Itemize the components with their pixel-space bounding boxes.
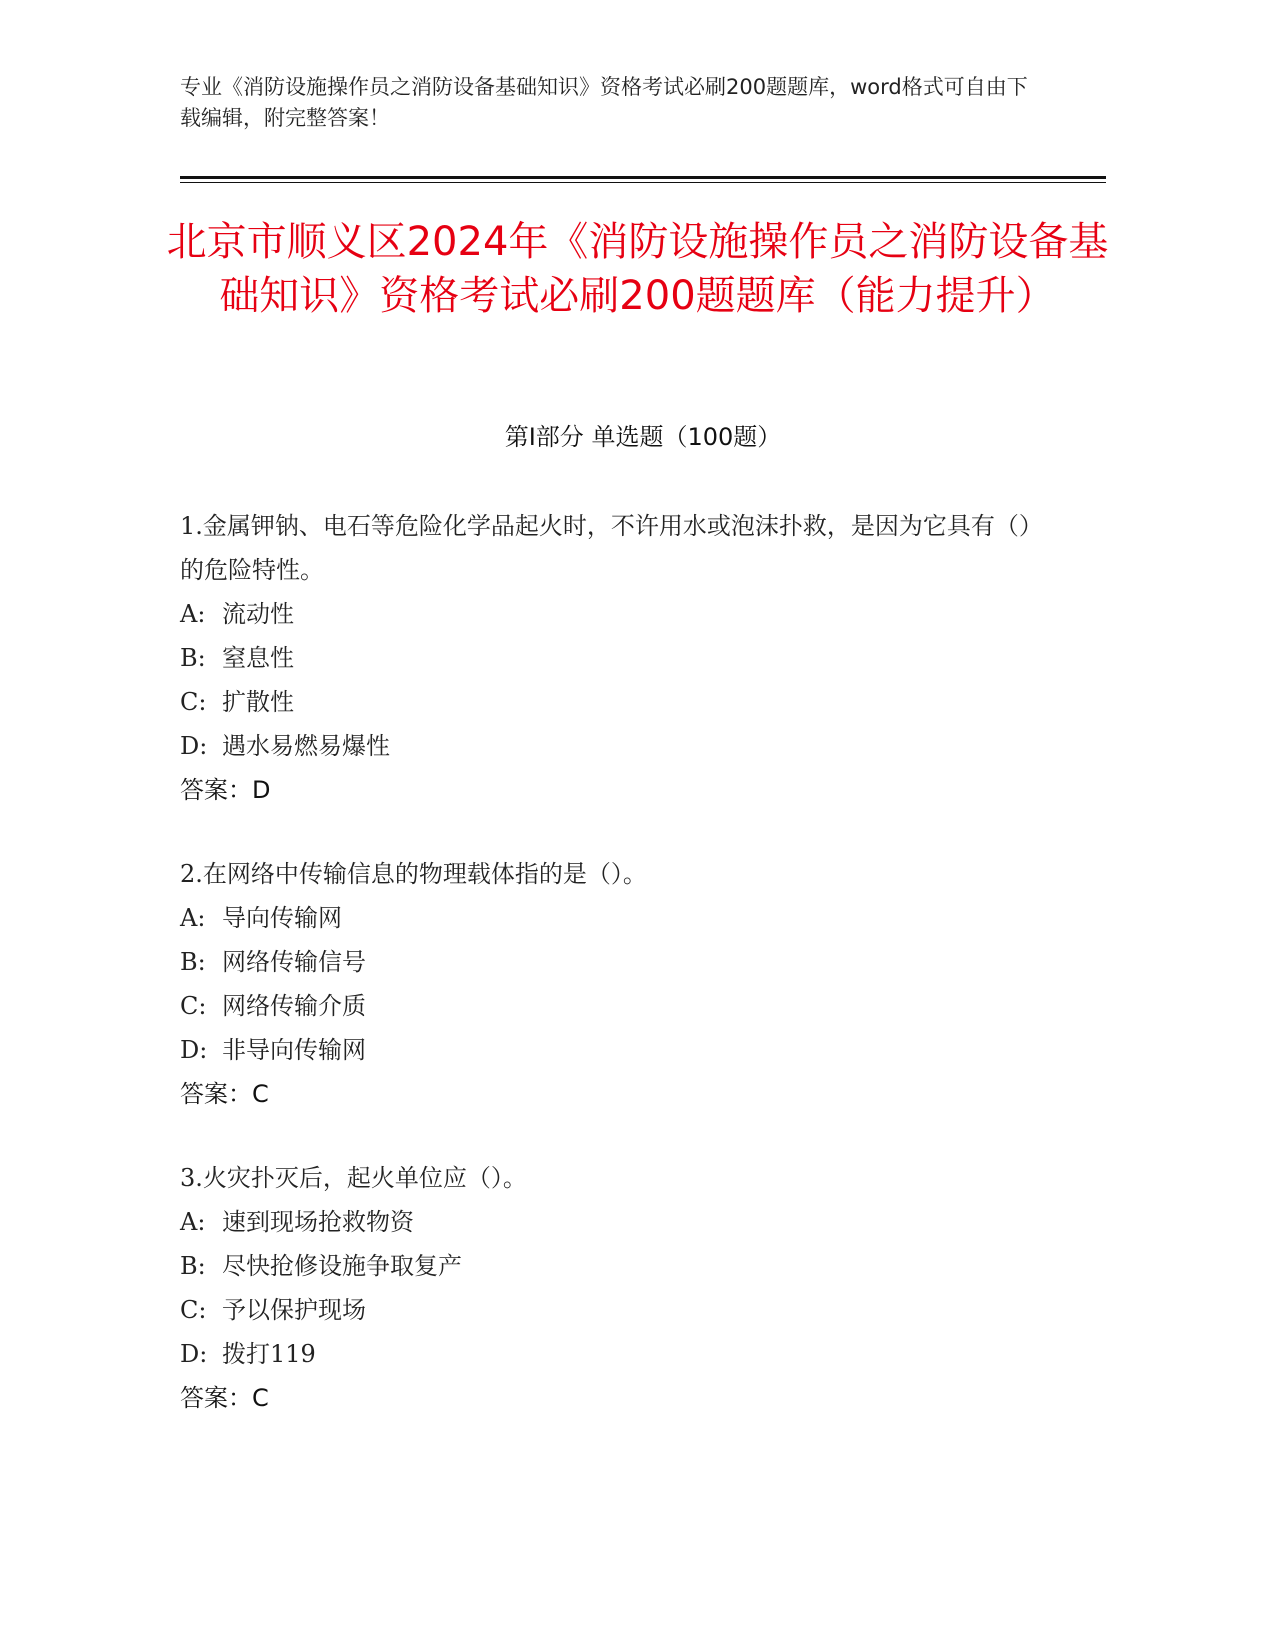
option-b [180,636,1040,680]
option-a [180,592,1040,636]
question-block [180,1156,1040,1420]
option-a [180,1200,1040,1244]
option-c [180,680,1040,724]
answer-line [180,1072,1040,1116]
option-text: 流动性 [222,600,294,628]
option-key: C: [180,1296,207,1324]
option-text: 尽快抢修设施争取复产 [222,1252,462,1280]
option-key: C: [180,992,207,1020]
option-key: A: [180,904,206,932]
option-d [180,1332,1040,1376]
option-key: A: [180,600,206,628]
option-c [180,1288,1040,1332]
option-b [180,1244,1040,1288]
header-note: 专业《消防设施操作员之消防设备基础知识》资格考试必刷200题题库，word格式可自由下载编辑，附完整答案！ [180,75,1028,130]
section-heading: 第I部分 单选题（100题） [504,423,782,451]
option-c [180,984,1040,1028]
answer-label: 答案： [180,776,252,804]
option-key: B: [180,644,206,672]
answer-label: 答案： [180,1384,252,1412]
question-stem: 3.火灾扑灭后，起火单位应（）。 [180,1164,527,1192]
option-key: B: [180,948,206,976]
option-a [180,896,1040,940]
option-text: 非导向传输网 [222,1036,366,1064]
option-key: A: [180,1208,206,1236]
question-block [180,504,1040,812]
answer-value: D [252,776,271,804]
option-text: 拨打119 [222,1340,316,1368]
option-d [180,1028,1040,1072]
option-key: D: [180,732,208,760]
option-text: 扩散性 [222,688,294,716]
option-d [180,724,1040,768]
option-text: 网络传输介质 [222,992,366,1020]
option-text: 导向传输网 [222,904,342,932]
document-title: 北京市顺义区2024年《消防设施操作员之消防设备基础知识》资格考试必刷200题题库（能力提升） [166,219,1109,319]
option-text: 遇水易燃易爆性 [222,732,390,760]
answer-line [180,768,1040,812]
option-text: 窒息性 [222,644,294,672]
answer-line [180,1376,1040,1420]
header-rule-thick [180,176,1106,179]
option-key: C: [180,688,207,716]
answer-value: C [252,1384,269,1412]
answer-value: C [252,1080,269,1108]
question-stem: 1.金属钾钠、电石等危险化学品起火时，不许用水或泡沫扑救，是因为它具有（）的危险特性。 [180,512,1031,584]
option-key: D: [180,1036,208,1064]
question-stem: 2.在网络中传输信息的物理载体指的是（）。 [180,860,647,888]
header-rule-thin [180,182,1106,183]
answer-label: 答案： [180,1080,252,1108]
option-text: 速到现场抢救物资 [222,1208,414,1236]
option-text: 予以保护现场 [222,1296,366,1324]
option-key: D: [180,1340,208,1368]
question-block [180,852,1040,1116]
option-key: B: [180,1252,206,1280]
option-b [180,940,1040,984]
option-text: 网络传输信号 [222,948,366,976]
